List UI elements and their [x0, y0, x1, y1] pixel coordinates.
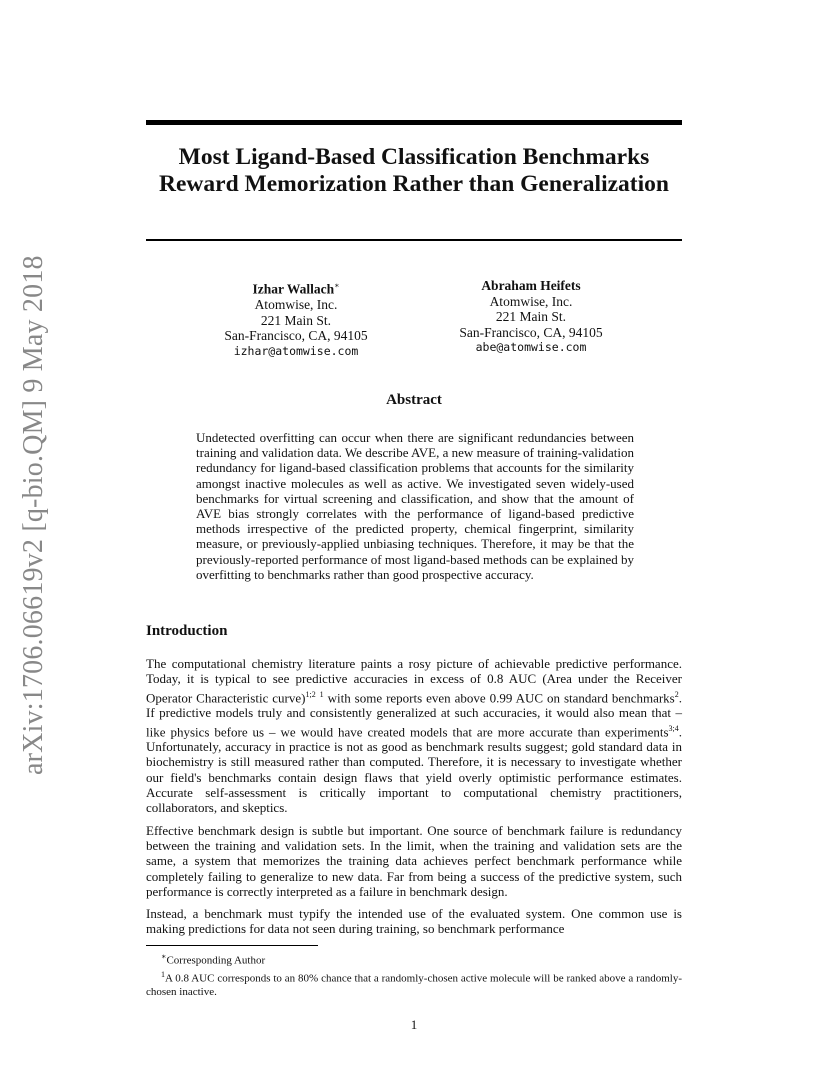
author-block-wallach — [176, 278, 416, 359]
author-name: Abraham Heifets — [481, 278, 581, 293]
author-email[interactable]: izhar@atomwise.com — [233, 343, 359, 358]
citation[interactable]: 2 — [674, 689, 679, 699]
author-name: Izhar Wallach∗ — [252, 281, 340, 297]
author-org: Atomwise, Inc. — [489, 293, 573, 309]
footnote-ref[interactable]: 1 — [319, 689, 324, 699]
title-top-rule — [146, 120, 682, 125]
corresponding-mark: ∗ — [334, 281, 340, 290]
author-org: Atomwise, Inc. — [254, 297, 338, 312]
paragraph-2: Effective benchmark design is subtle but important. One source of benchmark failure is redundancy between the training and validation sets. In the limit, when the training and validation sets are the same, a system that memorizes the training data achieves perfect benchmark performance while completely failing to generalize to new data. Far from being a success of the predictive system, such performance is correctly interpreted as a failure in benchmark design. — [146, 822, 682, 899]
footnote-rule — [146, 945, 318, 946]
arxiv-stamp: arXiv:1706.06619v2 [q-bio.QM] 9 May 2018 — [18, 255, 49, 775]
paragraph-3: Instead, a benchmark must typify the intended use of the evaluated system. One common use is making predictions for data not seen during training, so benchmark performance — [146, 906, 682, 937]
title-bottom-rule — [146, 239, 682, 241]
author-block-heifets — [411, 278, 651, 356]
section-heading-introduction: Introduction — [146, 623, 228, 639]
footnotes — [146, 950, 682, 999]
page-number: 1 — [410, 1017, 418, 1032]
citation[interactable]: 3;4 — [668, 723, 679, 733]
body-text — [146, 656, 682, 944]
author-city: San-Francisco, CA, 94105 — [224, 328, 368, 343]
paragraph-1: The computational chemistry literature paints a rosy picture of achievable predictive performance. Today, it is typical to see predictive accuracies in excess of 0.8 AUC (Area under the Receiver Operator Characteristic curve)$^{1;2}$ $^1$ with some reports even above 0.99 AUC on standard benchmarks$^2$. If predictive models truly and consistently generalized at such accuracies, it would also mean that – like physics before us – we would have created models that are more accurate than experiments$^{3;4}$. Unfortunately, accuracy in practice is not as good as benchmark results suggest; gold standard data in biochemistry is still measured rather than computed. Therefore, it is necessary to investigate whether our field's benchmarks contain design flaws that yield overly optimistic performance estimates. Accurate self-assessment is critically important to computational chemistry practitioners, collaborators, and skeptics. — [146, 656, 682, 816]
author-street: 221 Main St. — [260, 312, 332, 328]
author-city: San-Francisco, CA, 94105 — [459, 324, 603, 340]
author-street: 221 Main St. — [495, 309, 567, 324]
author-email[interactable]: abe@atomwise.com — [475, 340, 587, 354]
footnote-corresponding: ∗Corresponding Author — [161, 952, 266, 967]
abstract-heading: Abstract — [386, 392, 442, 408]
paper-title: Most Ligand-Based Classification Benchmarks Reward Memorization Rather than Generalization — [159, 144, 669, 197]
abstract-text: Undetected overfitting can occur when there are significant redundancies between training and validation data. We describe AVE, a new measure of training-validation redundancy for ligand-based classification problems that accounts for the similarity amongst inactive molecules as well as active. We investigated seven widely-used benchmarks for virtual screening and classification, and show that the amount of AVE bias strongly correlates with the performance of ligand-based predictive methods irrespective of the predicted property, chemical fingerprint, similarity measure, or previously-applied unbiasing techniques. Therefore, it may be that the previously-reported performance of most ligand-based methods can be explained by overfitting to benchmarks rather than good prospective accuracy. — [196, 430, 634, 582]
citation[interactable]: 1;2 — [305, 689, 316, 699]
footnote-1: $^1$A 0.8 AUC corresponds to an 80% chance that a randomly-chosen active molecule will be ranked above a randomly-chosen inactive. — [146, 969, 682, 998]
